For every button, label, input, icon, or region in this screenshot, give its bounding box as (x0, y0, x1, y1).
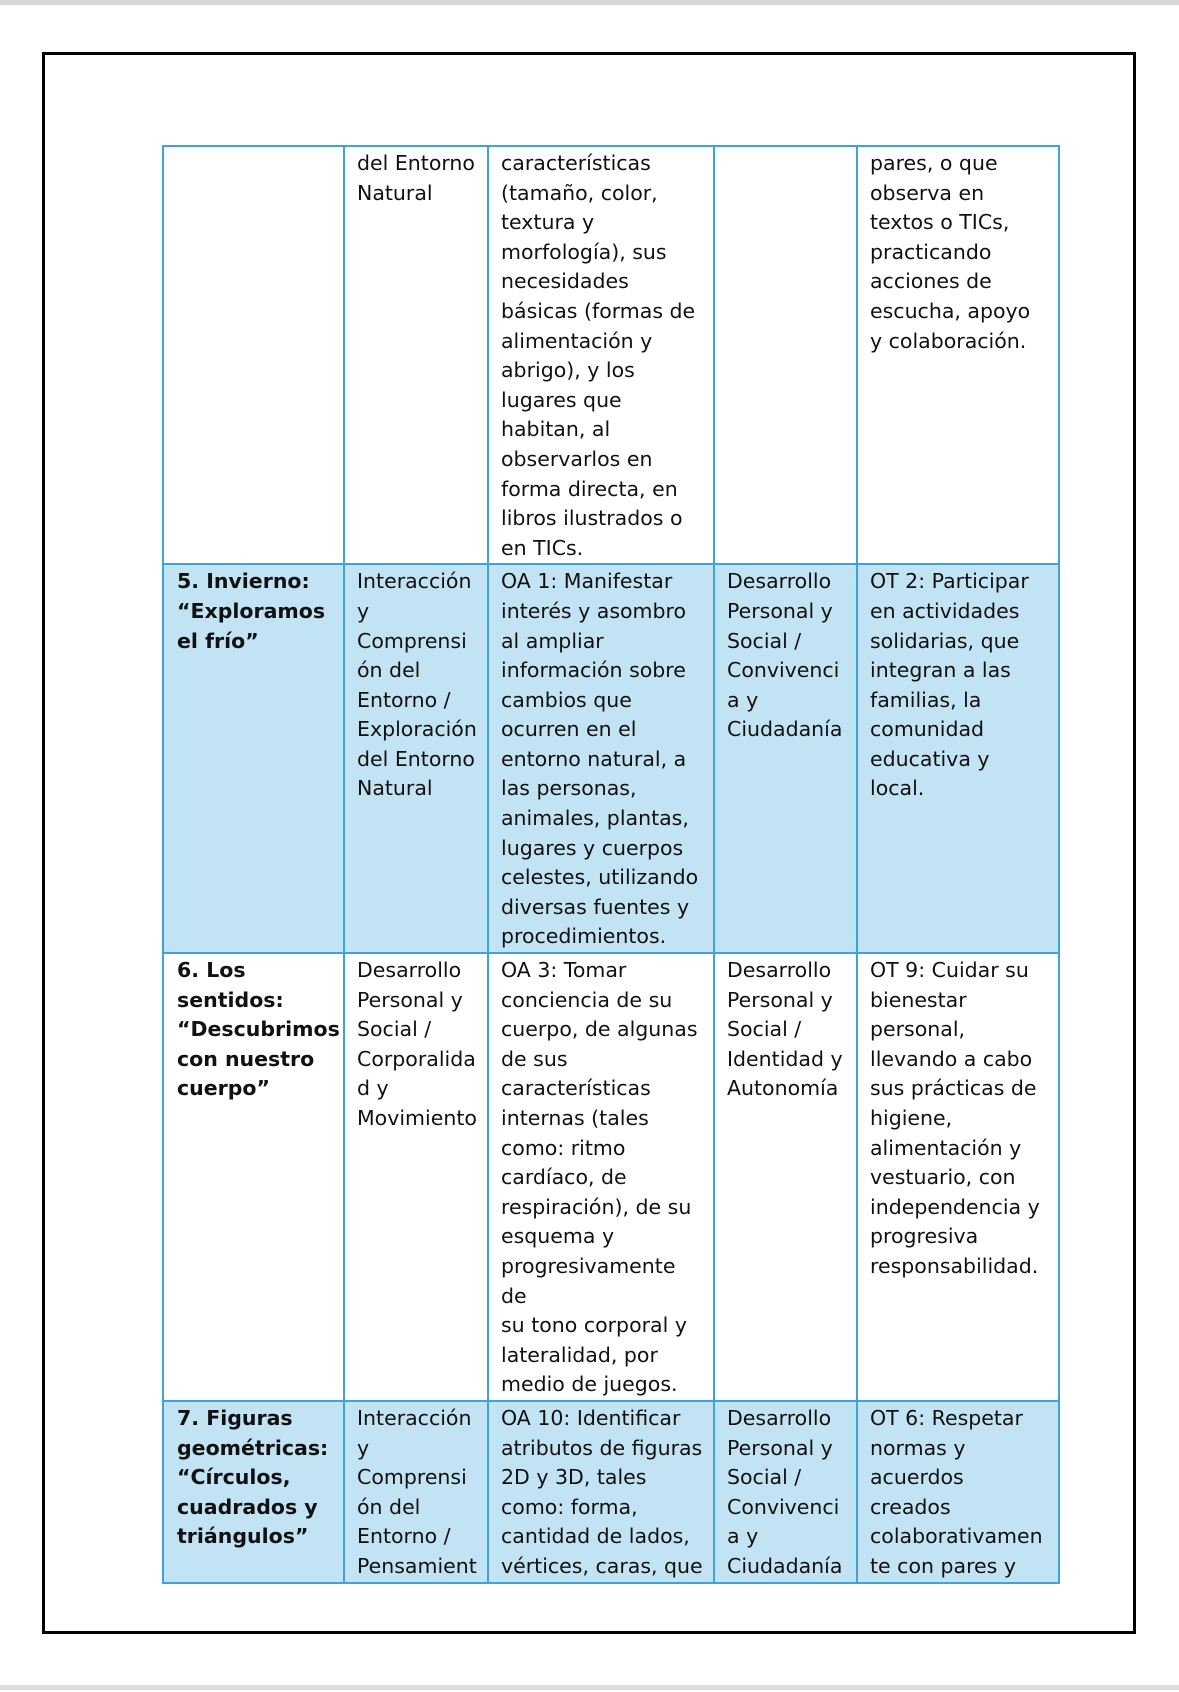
objetivo-cell: características (tamaño, color, textura y morfología), sus necesidades básicas (formas de alimentación y abrigo), y los lugares que habitan, al observarlos en forma directa, en libros ilustrados o en TICs. (488, 146, 714, 564)
objetivo-transversal-cell: OT 6: Respetar normas y acuerdos creados colaborativamen te con pares y (857, 1401, 1059, 1583)
objetivo-cell: OA 3: Tomar conciencia de su cuerpo, de algunas de sus características internas (tales como: ritmo cardíaco, de respiración), de su esquema y progresivamente de su tono corporal y lateralidad, por medio de juegos. (488, 953, 714, 1401)
table-row (163, 564, 1059, 953)
ambito-transversal-cell: Desarrollo Personal y Social / Convivenci a y Ciudadanía (714, 564, 857, 953)
viewer-top-rule (0, 0, 1179, 5)
ambito-transversal-cell: Desarrollo Personal y Social / Convivenci a y Ciudadanía (714, 1401, 857, 1583)
objetivo-transversal-cell: pares, o que observa en textos o TICs, practicando acciones de escucha, apoyo y colaboración. (857, 146, 1059, 564)
unit-cell: 6. Los sentidos: “Descubrimos con nuestro cuerpo” (163, 953, 344, 1401)
unit-cell (163, 146, 344, 564)
table-row (163, 953, 1059, 1401)
objetivo-transversal-cell: OT 2: Participar en actividades solidarias, que integran a las familias, la comunidad educativa y local. (857, 564, 1059, 953)
objetivo-cell: OA 10: Identificar atributos de figuras 2D y 3D, tales como: forma, cantidad de lados, vértices, caras, que (488, 1401, 714, 1583)
ambito-cell: Desarrollo Personal y Social / Corporalida d y Movimiento (344, 953, 488, 1401)
objetivo-cell: OA 1: Manifestar interés y asombro al ampliar información sobre cambios que ocurren en el entorno natural, a las personas, animales, plantas, lugares y cuerpos celestes, utilizando diversas fuentes y procedimientos. (488, 564, 714, 953)
viewer-bottom-rule (0, 1685, 1179, 1690)
objetivo-transversal-cell: OT 9: Cuidar su bienestar personal, llevando a cabo sus prácticas de higiene, alimentación y vestuario, con independencia y progresiva responsabilidad. (857, 953, 1059, 1401)
curriculum-table (162, 145, 1060, 1584)
unit-cell: 7. Figuras geométricas: “Círculos, cuadrados y triángulos” (163, 1401, 344, 1583)
ambito-transversal-cell (714, 146, 857, 564)
table-row (163, 1401, 1059, 1583)
ambito-cell: Interacción y Comprensi ón del Entorno / Exploración del Entorno Natural (344, 564, 488, 953)
ambito-transversal-cell: Desarrollo Personal y Social / Identidad y Autonomía (714, 953, 857, 1401)
ambito-cell: del Entorno Natural (344, 146, 488, 564)
table-row (163, 146, 1059, 564)
unit-cell: 5. Invierno: “Exploramos el frío” (163, 564, 344, 953)
ambito-cell: Interacción y Comprensi ón del Entorno / Pensamient (344, 1401, 488, 1583)
